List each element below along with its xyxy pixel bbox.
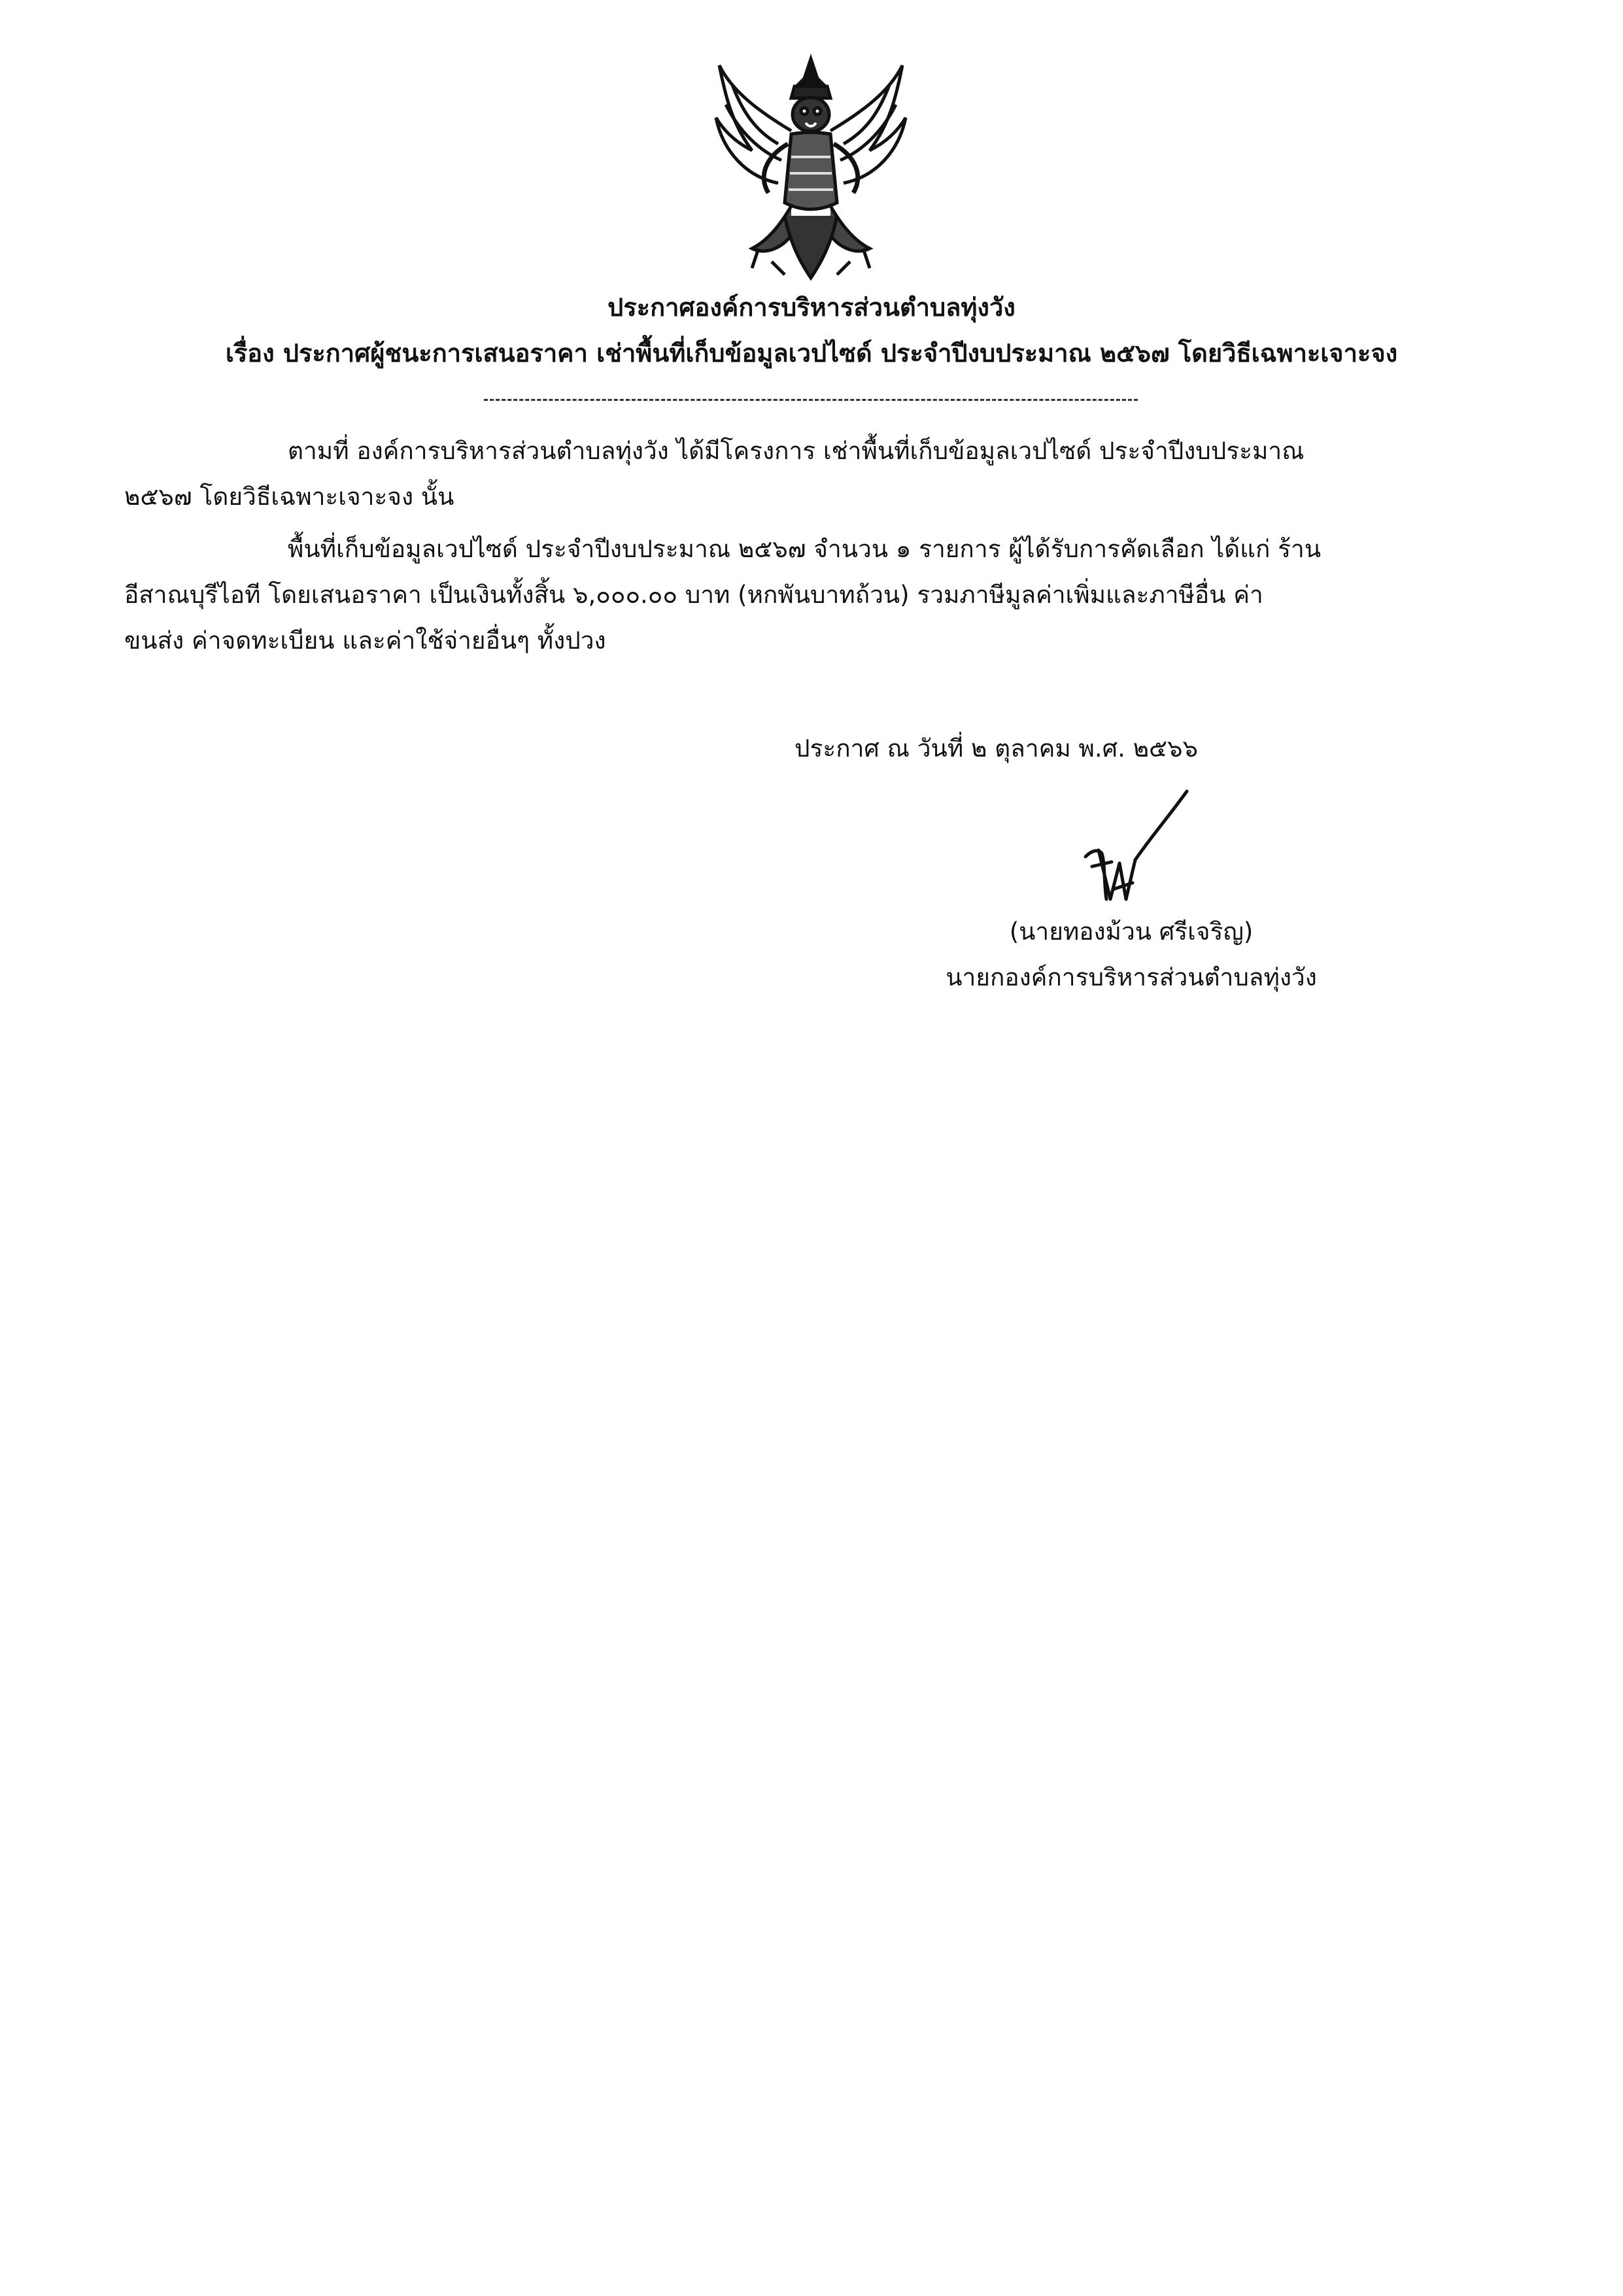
garuda-emblem-icon [693,52,929,288]
signatory-name: (นายทองม้วน ศรีเจริญ) [1009,917,1254,946]
signatory-position: นายกองค์การบริหารส่วนตำบลทุ่งวัง [946,963,1317,991]
announcement-subject: เรื่อง ประกาศผู้ชนะการเสนอราคา เช่าพื้นที่เก็บข้อมูลเวปไซด์ ประจำปีงบประมาณ ๒๕๖๗ โดยวิธีเฉพาะเจาะจง [225,339,1398,368]
announcement-title: ประกาศองค์การบริหารส่วนตำบลทุ่งวัง [607,293,1016,322]
paragraph2-line3: ขนส่ง ค่าจดทะเบียน และค่าใช้จ่ายอื่นๆ ทั้งปวง [124,626,606,655]
paragraph2-line2: อีสาณบุรีไอที โดยเสนอราคา เป็นเงินทั้งสิ้น ๖,๐๐๐.๐๐ บาท (หกพันบาทถ้วน) รวมภาษีมูลค่าเพิ่มและภาษีอื่น ค่า [124,581,1263,609]
signature-icon [1072,785,1203,916]
paragraph2-line1: พื้นที่เก็บข้อมูลเวปไซด์ ประจำปีงบประมาณ ๒๕๖๗ จำนวน ๑ รายการ ผู้ได้รับการคัดเลือก ได้แก่ ร้าน [288,535,1322,563]
announcement-date: ประกาศ ณ วันที่ ๒ ตุลาคม พ.ศ. ๒๕๖๖ [794,734,1199,762]
divider-line [484,399,1138,401]
paragraph1-line2: ๒๕๖๗ โดยวิธีเฉพาะเจาะจง นั้น [124,483,454,511]
paragraph1-line1: ตามที่ องค์การบริหารส่วนตำบลทุ่งวัง ได้มีโครงการ เช่าพื้นที่เก็บข้อมูลเวปไซด์ ประจำปีงบประมาณ [288,437,1305,465]
